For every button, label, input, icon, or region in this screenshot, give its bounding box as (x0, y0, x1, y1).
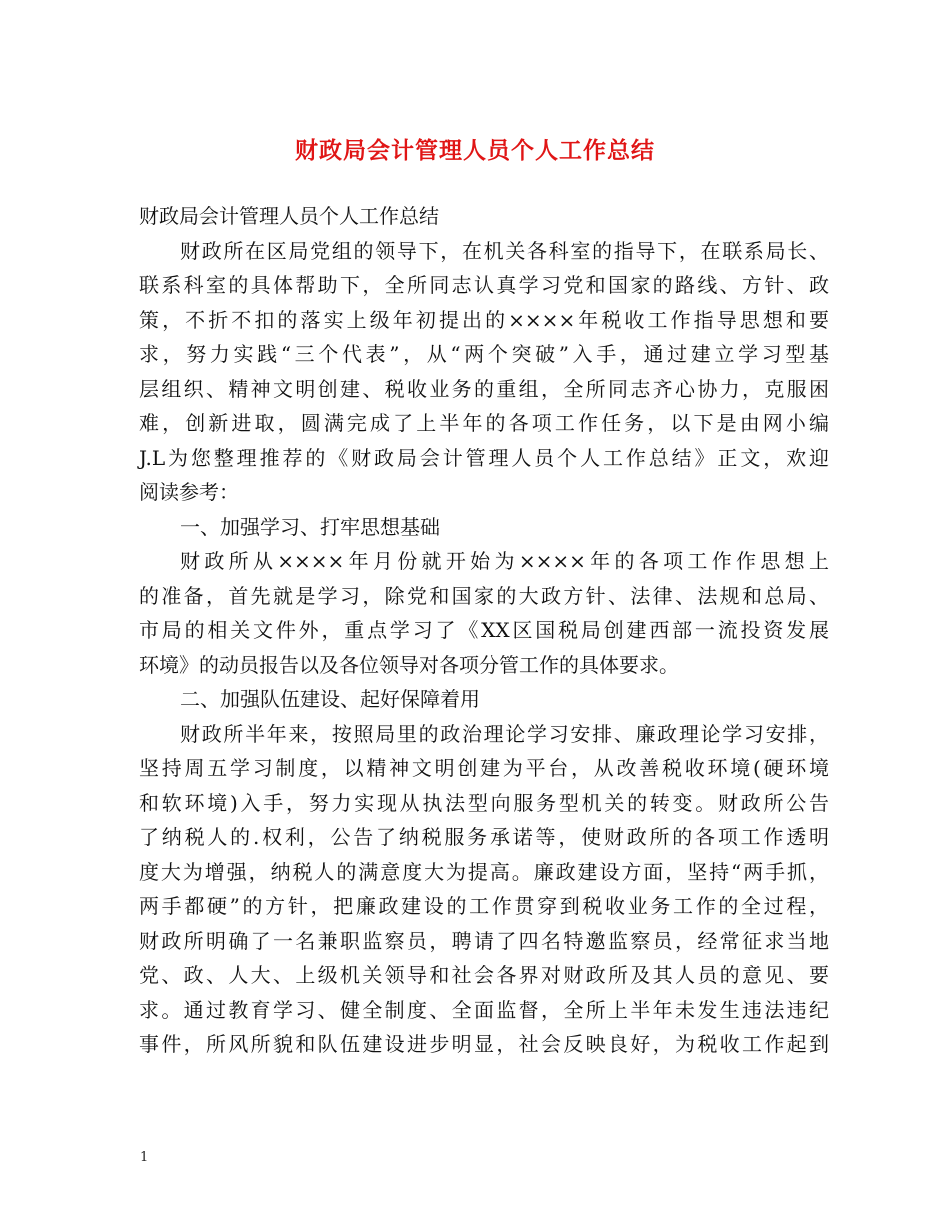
body-line: 层组织、精神文明创建、税收业务的重组，全所同志齐心协力，克服困 (139, 376, 829, 401)
body-line: 事件，所风所貌和队伍建设进步明显，社会反映良好，为税收工作起到 (139, 1032, 829, 1056)
body-line: 财政所从××××年月份就开始为××××年的各项工作作思想上 (180, 549, 829, 573)
body-line: 市局的相关文件外，重点学习了《XX区国税局创建西部一流投资发展 (139, 618, 829, 642)
page-number: 1 (140, 1150, 149, 1165)
body-line: 难，创新进取，圆满完成了上半年的各项工作任务，以下是由网小编 (139, 411, 829, 435)
body-line: 两手都硬”的方针，把廉政建设的工作贯穿到税收业务工作的全过程， (139, 894, 829, 918)
body-line: 财政所在区局党组的领导下，在机关各科室的指导下，在联系局长、 (180, 238, 829, 263)
body-line: 党、政、人大、上级机关领导和社会各界对财政所及其人员的意见、要 (139, 963, 829, 987)
document-title: 财政局会计管理人员个人工作总结 (295, 137, 655, 164)
body-subtitle: 财政局会计管理人员个人工作总结 (139, 204, 439, 228)
body-line: 坚持周五学习制度，以精神文明创建为平台，从改善税收环境(硬环境 (139, 756, 829, 780)
body-line: 求。通过教育学习、健全制度、全面监督，全所上半年未发生违法违纪 (139, 997, 829, 1022)
section-heading: 一、加强学习、打牢思想基础 (180, 514, 440, 539)
body-line: 联系科室的具体帮助下，全所同志认真学习党和国家的路线、方针、政 (139, 273, 829, 297)
body-line: 财政所半年来，按照局里的政治理论学习安排、廉政理论学习安排， (180, 721, 829, 746)
section-heading: 二、加强队伍建设、起好保障着用 (180, 687, 480, 711)
body-line: 阅读参考： (139, 480, 239, 504)
body-line: 求，努力实践“三个代表”，从“两个突破”入手，通过建立学习型基 (139, 342, 829, 366)
body-line: 策，不折不扣的落实上级年初提出的××××年税收工作指导思想和要 (139, 307, 829, 332)
body-line: 了纳税人的.权利，公告了纳税服务承诺等，使财政所的各项工作透明 (139, 825, 829, 849)
body-line: 度大为增强，纳税人的满意度大为提高。廉政建设方面，坚持“两手抓， (139, 859, 829, 884)
body-line: 和软环境)入手，努力实现从执法型向服务型机关的转变。财政所公告 (139, 790, 829, 815)
body-line: 财政所明确了一名兼职监察员，聘请了四名特邀监察员，经常征求当地 (139, 928, 829, 953)
body-line: 的准备，首先就是学习，除党和国家的大政方针、法律、法规和总局、 (139, 583, 829, 608)
document-body (139, 199, 829, 1062)
body-line: J.L为您整理推荐的《财政局会计管理人员个人工作总结》正文，欢迎 (139, 445, 829, 470)
body-line: 环境》的动员报告以及各位领导对各项分管工作的具体要求。 (139, 652, 679, 677)
